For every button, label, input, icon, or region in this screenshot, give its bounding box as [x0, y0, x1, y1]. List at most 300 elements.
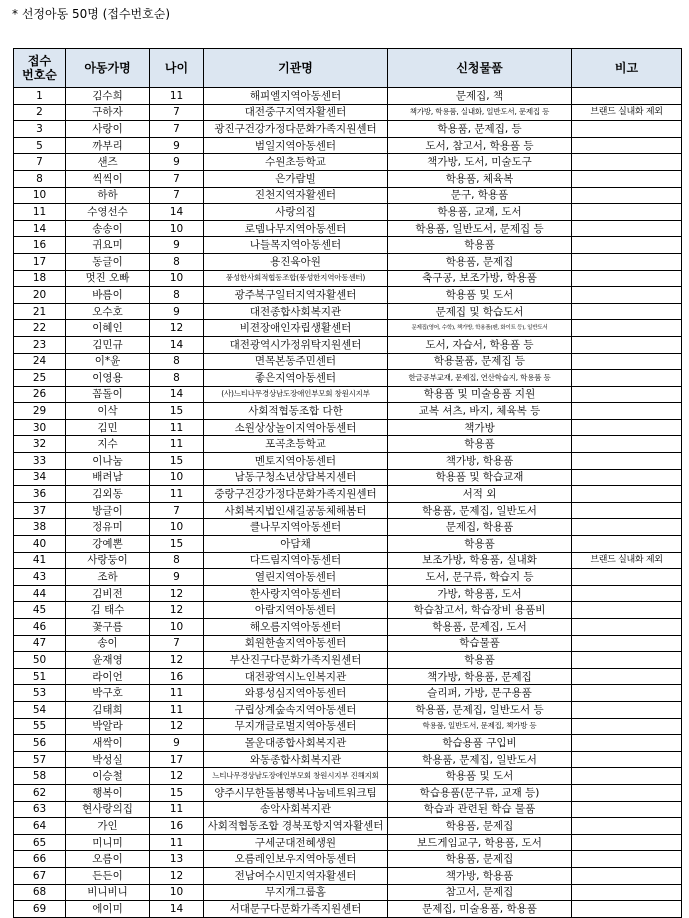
cell-organization: 대전광역시가정위탁지원센터 — [204, 336, 388, 353]
cell-child-name: 방글이 — [66, 502, 150, 519]
cell-requested-items: 학용품, 문제집, 일반도서 등 — [388, 701, 572, 718]
cell-note — [572, 685, 682, 702]
cell-requested-items: 문제집 및 학습도서 — [388, 303, 572, 320]
cell-requested-items: 학용품, 문제집, 일반도서 — [388, 751, 572, 768]
cell-requested-items: 참고서, 문제집 — [388, 884, 572, 901]
table-row — [14, 784, 682, 801]
table-row — [14, 685, 682, 702]
cell-organization: 광진구건강가정다문화가족지원센터 — [204, 121, 388, 138]
table-row — [14, 751, 682, 768]
table-row — [14, 519, 682, 536]
cell-child-name: 송송이 — [66, 220, 150, 237]
cell-age: 8 — [150, 253, 204, 270]
cell-age: 12 — [150, 718, 204, 735]
table-row — [14, 204, 682, 221]
cell-requested-items: 학용품, 교재, 도서 — [388, 204, 572, 221]
cell-organization: 사회적협동조합 경북포항지역자활센터 — [204, 818, 388, 835]
table-row — [14, 867, 682, 884]
cell-requested-items: 보조가방, 학용품, 실내화 — [388, 552, 572, 569]
cell-child-name: 배려남 — [66, 469, 150, 486]
cell-requested-items: 학용품 및 학습교재 — [388, 469, 572, 486]
cell-child-name: 사랑이 — [66, 121, 150, 138]
cell-note — [572, 270, 682, 287]
cell-note: 브랜드 실내화 제외 — [572, 104, 682, 121]
cell-receipt-number: 7 — [14, 154, 66, 171]
cell-note — [572, 253, 682, 270]
cell-age: 11 — [150, 88, 204, 105]
table-row — [14, 569, 682, 586]
cell-age: 12 — [150, 768, 204, 785]
cell-child-name: 이승철 — [66, 768, 150, 785]
cell-receipt-number: 34 — [14, 469, 66, 486]
table-row — [14, 834, 682, 851]
cell-age: 10 — [150, 619, 204, 636]
table-row — [14, 701, 682, 718]
cell-receipt-number: 16 — [14, 237, 66, 254]
table-row — [14, 901, 682, 918]
cell-organization: 멘토지역아동센터 — [204, 453, 388, 470]
cell-child-name: 까부리 — [66, 137, 150, 154]
cell-receipt-number: 54 — [14, 701, 66, 718]
cell-note — [572, 88, 682, 105]
cell-receipt-number: 18 — [14, 270, 66, 287]
cell-receipt-number: 44 — [14, 585, 66, 602]
cell-organization: 수원초등학교 — [204, 154, 388, 171]
cell-child-name: 행복이 — [66, 784, 150, 801]
cell-organization: 나들목지역아동센터 — [204, 237, 388, 254]
cell-age: 9 — [150, 137, 204, 154]
cell-age: 11 — [150, 486, 204, 503]
cell-receipt-number: 50 — [14, 652, 66, 669]
table-row — [14, 88, 682, 105]
cell-child-name: 동글이 — [66, 253, 150, 270]
cell-organization: 와동종합사회복지관 — [204, 751, 388, 768]
cell-note — [572, 519, 682, 536]
cell-note — [572, 154, 682, 171]
cell-note — [572, 220, 682, 237]
cell-requested-items: 학용품, 문제집 — [388, 253, 572, 270]
cell-organization: 범일지역아동센터 — [204, 137, 388, 154]
cell-requested-items: 문구, 학용품 — [388, 187, 572, 204]
cell-requested-items: 학용품, 체육복 — [388, 170, 572, 187]
cell-organization: 무지개그룹홈 — [204, 884, 388, 901]
cell-age: 9 — [150, 303, 204, 320]
cell-child-name: 샌즈 — [66, 154, 150, 171]
table-row — [14, 104, 682, 121]
cell-age: 8 — [150, 353, 204, 370]
cell-organization: 회원한솔지역아동센터 — [204, 635, 388, 652]
cell-child-name: 멋진 오빠 — [66, 270, 150, 287]
cell-age: 12 — [150, 867, 204, 884]
cell-requested-items: 책가방, 학용품, 실내화, 일반도서, 문제집 등 — [388, 104, 572, 121]
cell-requested-items: 학습물품 — [388, 635, 572, 652]
cell-receipt-number: 67 — [14, 867, 66, 884]
cell-receipt-number: 68 — [14, 884, 66, 901]
cell-age: 14 — [150, 386, 204, 403]
cell-note — [572, 585, 682, 602]
cell-organization: 전남여수시민지역자활센터 — [204, 867, 388, 884]
cell-organization: 부산진구다문화가족지원센터 — [204, 652, 388, 669]
cell-note — [572, 204, 682, 221]
cell-note — [572, 486, 682, 503]
cell-age: 7 — [150, 635, 204, 652]
cell-organization: 양주시무한돌봄행복나눔네트워크팀 — [204, 784, 388, 801]
table-row — [14, 851, 682, 868]
cell-age: 16 — [150, 818, 204, 835]
table-row — [14, 336, 682, 353]
cell-organization: 사회복지법인새길공동체해봄터 — [204, 502, 388, 519]
cell-organization: 해피엘지역아동센터 — [204, 88, 388, 105]
cell-child-name: 김수희 — [66, 88, 150, 105]
cell-receipt-number: 36 — [14, 486, 66, 503]
table-row — [14, 668, 682, 685]
cell-receipt-number: 47 — [14, 635, 66, 652]
cell-child-name: 하하 — [66, 187, 150, 204]
table-row — [14, 552, 682, 569]
table-row — [14, 801, 682, 818]
cell-child-name: 구하자 — [66, 104, 150, 121]
cell-child-name: 이*윤 — [66, 353, 150, 370]
cell-receipt-number: 25 — [14, 370, 66, 387]
table-row — [14, 237, 682, 254]
cell-requested-items: 도서, 참고서, 학용품 등 — [388, 137, 572, 154]
cell-organization: (사)느티나무경상남도장애인부모회 창원시지부 — [204, 386, 388, 403]
cell-age: 17 — [150, 751, 204, 768]
cell-age: 11 — [150, 801, 204, 818]
cell-requested-items: 도서, 자습서, 학용품 등 — [388, 336, 572, 353]
cell-receipt-number: 8 — [14, 170, 66, 187]
cell-organization: 포곡초등학교 — [204, 436, 388, 453]
table-row — [14, 353, 682, 370]
cell-requested-items: 학용품 — [388, 237, 572, 254]
cell-note — [572, 121, 682, 138]
cell-receipt-number: 65 — [14, 834, 66, 851]
cell-receipt-number: 69 — [14, 901, 66, 918]
table-row — [14, 370, 682, 387]
cell-requested-items: 학용품 및 도서 — [388, 287, 572, 304]
table-row — [14, 386, 682, 403]
cell-organization: 광주북구일터지역자활센터 — [204, 287, 388, 304]
cell-age: 15 — [150, 536, 204, 553]
cell-age: 10 — [150, 519, 204, 536]
cell-organization: 느티나무경상남도장애인부모회 창원시지부 진해지회 — [204, 768, 388, 785]
cell-note — [572, 818, 682, 835]
cell-receipt-number: 21 — [14, 303, 66, 320]
cell-note — [572, 353, 682, 370]
cell-note — [572, 287, 682, 304]
cell-receipt-number: 64 — [14, 818, 66, 835]
cell-age: 9 — [150, 569, 204, 586]
table-row — [14, 818, 682, 835]
cell-age: 7 — [150, 502, 204, 519]
cell-child-name: 박성실 — [66, 751, 150, 768]
cell-requested-items: 학용품, 일반도서, 문제집, 책가방 등 — [388, 718, 572, 735]
cell-age: 10 — [150, 270, 204, 287]
table-row — [14, 536, 682, 553]
cell-note — [572, 502, 682, 519]
cell-requested-items: 책가방, 학용품 — [388, 867, 572, 884]
cell-organization: 오름레인보우지역아동센터 — [204, 851, 388, 868]
cell-requested-items: 보드게임교구, 학용품, 도서 — [388, 834, 572, 851]
table-row — [14, 287, 682, 304]
cell-requested-items: 학용품 및 도서 — [388, 768, 572, 785]
cell-age: 12 — [150, 652, 204, 669]
cell-note — [572, 668, 682, 685]
cell-receipt-number: 11 — [14, 204, 66, 221]
cell-note — [572, 569, 682, 586]
cell-organization: 구세군대전혜생원 — [204, 834, 388, 851]
table-row — [14, 187, 682, 204]
cell-note — [572, 867, 682, 884]
cell-child-name: 김민 — [66, 419, 150, 436]
table-row — [14, 585, 682, 602]
cell-receipt-number: 43 — [14, 569, 66, 586]
cell-receipt-number: 37 — [14, 502, 66, 519]
table-header-row — [14, 49, 682, 88]
cell-child-name: 김태희 — [66, 701, 150, 718]
cell-note — [572, 718, 682, 735]
cell-child-name: 김비전 — [66, 585, 150, 602]
table-row — [14, 270, 682, 287]
cell-note — [572, 751, 682, 768]
cell-receipt-number: 38 — [14, 519, 66, 536]
table-row — [14, 502, 682, 519]
cell-organization: 해오름지역아동센터 — [204, 619, 388, 636]
cell-receipt-number: 40 — [14, 536, 66, 553]
page-caption: * 선정아동 50명 (접수번호순) — [12, 7, 170, 21]
cell-age: 9 — [150, 237, 204, 254]
cell-organization: 아담채 — [204, 536, 388, 553]
cell-age: 16 — [150, 668, 204, 685]
cell-age: 15 — [150, 403, 204, 420]
cell-age: 12 — [150, 585, 204, 602]
cell-note — [572, 320, 682, 337]
cell-child-name: 라이언 — [66, 668, 150, 685]
table-row — [14, 453, 682, 470]
cell-note — [572, 784, 682, 801]
cell-child-name: 이혜인 — [66, 320, 150, 337]
cell-note — [572, 403, 682, 420]
table-row — [14, 121, 682, 138]
table-row — [14, 652, 682, 669]
cell-child-name: 든든이 — [66, 867, 150, 884]
cell-note — [572, 436, 682, 453]
cell-age: 7 — [150, 104, 204, 121]
cell-requested-items: 한글공부교재, 문제집, 연산학습지, 학용품 등 — [388, 370, 572, 387]
cell-organization: 대전중구지역자활센터 — [204, 104, 388, 121]
cell-age: 10 — [150, 884, 204, 901]
cell-requested-items: 문제집(영어, 수학), 책가방, 학용품(펜, 화이트 등), 일반도서 — [388, 320, 572, 337]
cell-requested-items: 교복 셔츠, 바지, 체육복 등 — [388, 403, 572, 420]
table-row — [14, 486, 682, 503]
cell-receipt-number: 41 — [14, 552, 66, 569]
cell-receipt-number: 10 — [14, 187, 66, 204]
table-row — [14, 635, 682, 652]
cell-receipt-number: 1 — [14, 88, 66, 105]
cell-age: 12 — [150, 602, 204, 619]
cell-note — [572, 652, 682, 669]
cell-age: 11 — [150, 685, 204, 702]
cell-receipt-number: 23 — [14, 336, 66, 353]
cell-receipt-number: 58 — [14, 768, 66, 785]
cell-organization: 용진육아원 — [204, 253, 388, 270]
cell-organization: 다드림지역아동센터 — [204, 552, 388, 569]
table-row — [14, 619, 682, 636]
cell-receipt-number: 30 — [14, 419, 66, 436]
cell-child-name: 미니미 — [66, 834, 150, 851]
cell-receipt-number: 33 — [14, 453, 66, 470]
cell-age: 12 — [150, 320, 204, 337]
cell-organization: 아람지역아동센터 — [204, 602, 388, 619]
header-receipt-number: 접수 번호순 — [14, 49, 66, 88]
cell-child-name: 지수 — [66, 436, 150, 453]
cell-note — [572, 137, 682, 154]
cell-age: 7 — [150, 170, 204, 187]
cell-requested-items: 문제집, 학용품 — [388, 519, 572, 536]
cell-note — [572, 303, 682, 320]
cell-organization: 사랑의집 — [204, 204, 388, 221]
cell-receipt-number: 17 — [14, 253, 66, 270]
table-row — [14, 436, 682, 453]
cell-organization: 대전광역시노인복지관 — [204, 668, 388, 685]
cell-child-name: 오수호 — [66, 303, 150, 320]
cell-note — [572, 237, 682, 254]
cell-requested-items: 학습참고서, 학습장비 용품비 — [388, 602, 572, 619]
cell-organization: 은가람빌 — [204, 170, 388, 187]
cell-requested-items: 학용품, 문제집, 도서 — [388, 619, 572, 636]
cell-requested-items: 학습과 관련된 학습 물품 — [388, 801, 572, 818]
cell-organization: 로뎀나무지역아동센터 — [204, 220, 388, 237]
cell-requested-items: 학용물품, 문제집 등 — [388, 353, 572, 370]
cell-age: 9 — [150, 735, 204, 752]
cell-note — [572, 336, 682, 353]
cell-age: 13 — [150, 851, 204, 868]
cell-requested-items: 학용품, 일반도서, 문제집 등 — [388, 220, 572, 237]
cell-requested-items: 서적 외 — [388, 486, 572, 503]
table-row — [14, 768, 682, 785]
cell-child-name: 귀요미 — [66, 237, 150, 254]
cell-requested-items: 학용품, 문제집, 등 — [388, 121, 572, 138]
cell-child-name: 송이 — [66, 635, 150, 652]
cell-requested-items: 문제집, 미술용품, 학용품 — [388, 901, 572, 918]
cell-child-name: 꼼돌이 — [66, 386, 150, 403]
cell-child-name: 오름이 — [66, 851, 150, 868]
table-row — [14, 170, 682, 187]
cell-note — [572, 834, 682, 851]
cell-note — [572, 386, 682, 403]
cell-organization: 남동구청소년상담복지센터 — [204, 469, 388, 486]
cell-receipt-number: 3 — [14, 121, 66, 138]
cell-age: 14 — [150, 336, 204, 353]
cell-receipt-number: 20 — [14, 287, 66, 304]
cell-note — [572, 619, 682, 636]
cell-requested-items: 책가방, 도서, 미술도구 — [388, 154, 572, 171]
cell-child-name: 김 태수 — [66, 602, 150, 619]
cell-requested-items: 학용품 — [388, 652, 572, 669]
cell-requested-items: 학습용품 구입비 — [388, 735, 572, 752]
cell-note — [572, 635, 682, 652]
cell-child-name: 새싹이 — [66, 735, 150, 752]
cell-requested-items: 도서, 문구류, 학습지 등 — [388, 569, 572, 586]
cell-receipt-number: 26 — [14, 386, 66, 403]
cell-note — [572, 901, 682, 918]
cell-organization: 한사랑지역아동센터 — [204, 585, 388, 602]
table-row — [14, 137, 682, 154]
cell-requested-items: 학용품, 문제집, 일반도서 — [388, 502, 572, 519]
table-row — [14, 253, 682, 270]
cell-child-name: 이영용 — [66, 370, 150, 387]
table-row — [14, 884, 682, 901]
cell-child-name: 박알라 — [66, 718, 150, 735]
cell-organization: 소원상상놀이지역아동센터 — [204, 419, 388, 436]
table-row — [14, 419, 682, 436]
cell-receipt-number: 53 — [14, 685, 66, 702]
cell-requested-items: 축구공, 보조가방, 학용품 — [388, 270, 572, 287]
table-row — [14, 403, 682, 420]
cell-child-name: 씩씩이 — [66, 170, 150, 187]
cell-note: 브랜드 실내화 제외 — [572, 552, 682, 569]
cell-requested-items: 학용품 및 미술용품 지원 — [388, 386, 572, 403]
cell-note — [572, 419, 682, 436]
cell-age: 8 — [150, 370, 204, 387]
cell-age: 7 — [150, 121, 204, 138]
cell-age: 11 — [150, 834, 204, 851]
cell-organization: 와룡성심지역아동센터 — [204, 685, 388, 702]
cell-organization: 면목본동주민센터 — [204, 353, 388, 370]
cell-note — [572, 701, 682, 718]
cell-organization: 풍성한사회적협동조합(풍성한지역아동센터) — [204, 270, 388, 287]
cell-organization: 송악사회복지관 — [204, 801, 388, 818]
cell-note — [572, 884, 682, 901]
cell-note — [572, 801, 682, 818]
cell-organization: 대전종합사회복지관 — [204, 303, 388, 320]
cell-receipt-number: 32 — [14, 436, 66, 453]
header-organization: 기관명 — [204, 49, 388, 88]
cell-requested-items: 문제집, 책 — [388, 88, 572, 105]
cell-age: 14 — [150, 901, 204, 918]
cell-organization: 중랑구건강가정다문화가족지원센터 — [204, 486, 388, 503]
header-note: 비고 — [572, 49, 682, 88]
cell-receipt-number: 2 — [14, 104, 66, 121]
cell-age: 10 — [150, 469, 204, 486]
cell-receipt-number: 24 — [14, 353, 66, 370]
cell-age: 7 — [150, 187, 204, 204]
cell-organization: 서대문구다문화가족지원센터 — [204, 901, 388, 918]
cell-note — [572, 370, 682, 387]
cell-note — [572, 536, 682, 553]
cell-child-name: 박구호 — [66, 685, 150, 702]
cell-child-name: 수영선수 — [66, 204, 150, 221]
cell-child-name: 이나눔 — [66, 453, 150, 470]
table-row — [14, 718, 682, 735]
cell-receipt-number: 66 — [14, 851, 66, 868]
cell-note — [572, 602, 682, 619]
cell-receipt-number: 57 — [14, 751, 66, 768]
cell-note — [572, 469, 682, 486]
cell-age: 10 — [150, 220, 204, 237]
table-row — [14, 220, 682, 237]
cell-organization: 사회적협동조합 다한 — [204, 403, 388, 420]
table-row — [14, 303, 682, 320]
cell-note — [572, 768, 682, 785]
cell-receipt-number: 14 — [14, 220, 66, 237]
cell-requested-items: 책가방, 학용품, 문제집 — [388, 668, 572, 685]
table-row — [14, 154, 682, 171]
cell-age: 8 — [150, 287, 204, 304]
cell-requested-items: 책가방 — [388, 419, 572, 436]
cell-receipt-number: 22 — [14, 320, 66, 337]
cell-organization: 무지개글로벌지역아동센터 — [204, 718, 388, 735]
